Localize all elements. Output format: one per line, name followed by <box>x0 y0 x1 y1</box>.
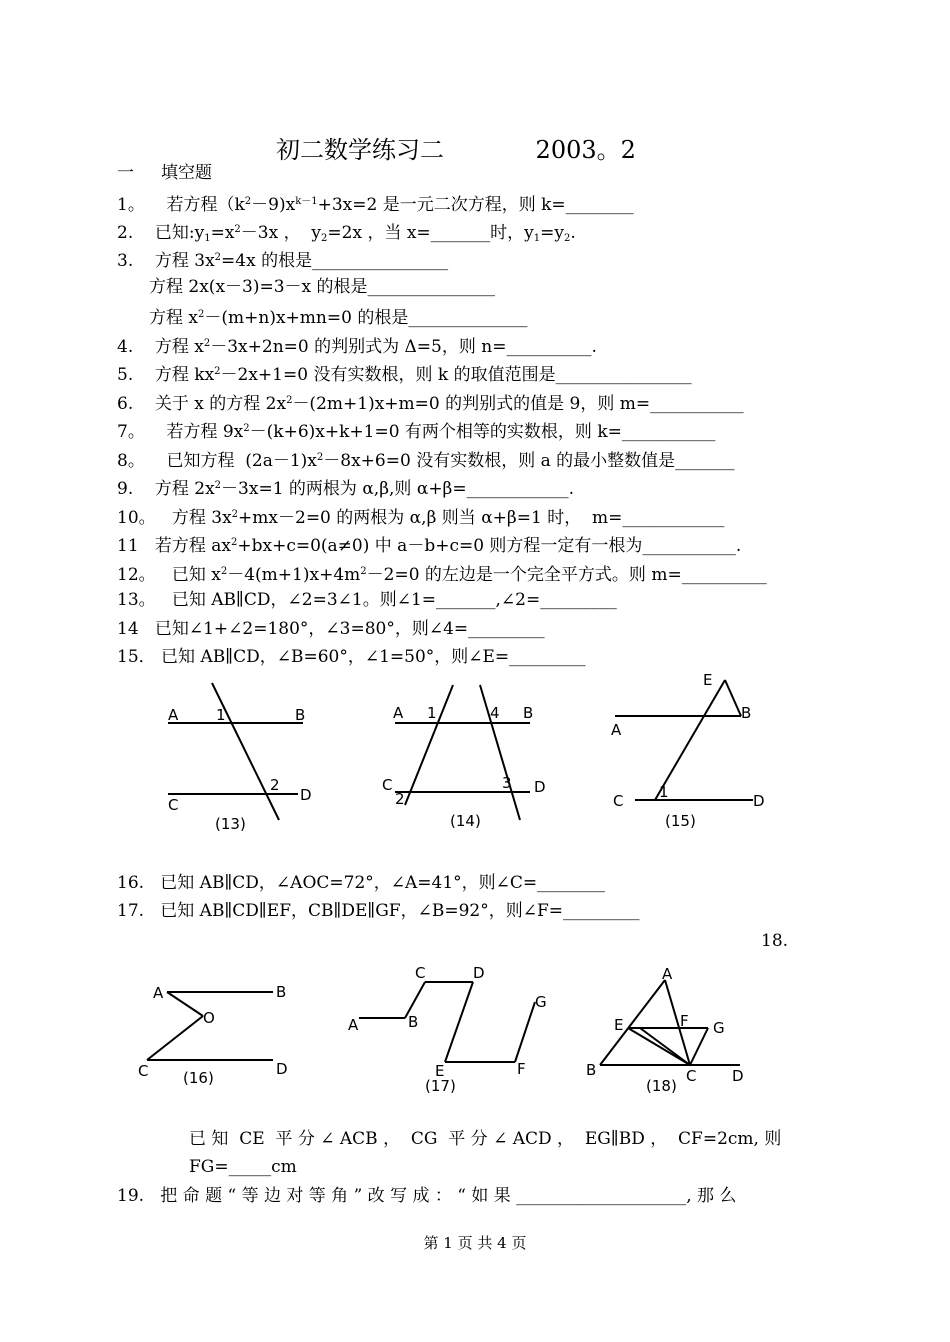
figure-15 <box>605 670 775 835</box>
label-a: A <box>168 706 179 724</box>
title-date: 2003。2 <box>535 136 636 164</box>
problem-8: 8。 已知方程 $(2a-1)x^2-8x+6=0$ 没有实数根，则 a 的最小整数值是_______ <box>117 451 735 471</box>
problem-4: 4. 方程 $x^2-3x+2n=0$ 的判别式为 Δ=5，则 n=__________. <box>117 337 597 357</box>
label-c: C <box>168 796 179 814</box>
label-b: B <box>523 704 534 722</box>
label-2: 2 <box>395 790 405 808</box>
segment-ao <box>167 992 203 1016</box>
label-1: 1 <box>659 783 669 801</box>
problem-17: 17. 已知 AB∥CD∥EF，CB∥DE∥GF，∠B=92°，则∠F=_________ <box>117 901 640 921</box>
label-4: 4 <box>490 704 500 722</box>
figure-16 <box>135 970 295 1095</box>
label-e: E <box>703 671 713 689</box>
transversal <box>655 680 725 800</box>
label-d: D <box>473 964 485 982</box>
problem-10: 10。 方程 $3x^2+mx-2=0$ 的两根为 α,β 则当 α+β=1 时， m=____________ <box>117 508 725 528</box>
label-c: C <box>382 776 393 794</box>
caption-17: (17) <box>425 1077 456 1095</box>
label-f: F <box>680 1012 689 1030</box>
section-heading: 一 填空题 <box>117 163 213 183</box>
label-d: D <box>753 792 765 810</box>
problem-15: 15． 已知 AB∥CD，∠B=60°，∠1=50°，则∠E=_________ <box>117 647 586 667</box>
problem-16: 16. 已知 AB∥CD，∠AOC=72°，∠A=41°，则∠C=________ <box>117 873 606 893</box>
problem-19: 19. 把 命 题 “ 等 边 对 等 角 ” 改 写 成 ： “ 如 果 ____________________, 那 么 <box>117 1186 737 1206</box>
label-e: E <box>614 1016 624 1034</box>
caption-18: (18) <box>646 1077 677 1095</box>
problem-3c: 方程 $x^2-(m+n)x+mn=0$ 的根是______________ <box>149 308 528 328</box>
label-d: D <box>276 1060 288 1078</box>
caption-16: (16) <box>183 1069 214 1087</box>
label-c: C <box>613 792 624 810</box>
segment-eb <box>725 680 741 716</box>
problem-18-line2: FG=_____cm <box>189 1157 297 1177</box>
title-text: 初二数学练习二 <box>276 136 444 164</box>
problem-7: 7。 若方程 $9x^2-(k+6)x+k+1=0$ 有两个相等的实数根，则 k=___________ <box>117 422 716 442</box>
label-b: B <box>276 983 287 1001</box>
problem-5: 5. 方程 $kx^2-2x+1=0$ 没有实数根，则 k 的取值范围是________________ <box>117 365 692 385</box>
label-g: G <box>713 1019 725 1037</box>
problem-3b: 方程 2x(x－3)=3－x 的根是_______________ <box>149 277 496 297</box>
label-1: 1 <box>427 704 437 722</box>
label-a: A <box>662 965 673 983</box>
transversal-left <box>405 685 453 805</box>
figure-18 <box>580 965 760 1100</box>
problem-1: 1。 若方程$(k^2-9)x^{k-1}+3x=2$ 是一元二次方程，则 k=________ <box>117 195 634 215</box>
problem-2: 2. 已知$:y_1=x^2-3x$ ， $y_2=2x$ ，当 x=_______时，$y_1=y_2$. <box>117 223 576 244</box>
label-d: D <box>732 1067 744 1085</box>
segment-fc <box>640 1028 690 1065</box>
label-c: C <box>138 1062 149 1080</box>
label-c: C <box>686 1067 697 1085</box>
label-a: A <box>393 704 404 722</box>
label-o: O <box>203 1009 215 1027</box>
segment-cg <box>690 1028 708 1065</box>
label-3: 3 <box>502 774 512 792</box>
label-d: D <box>534 778 546 796</box>
label-a: A <box>153 984 164 1002</box>
problem-18-line1: 已 知 CE 平 分 ∠ ACB ， CG 平 分 ∠ ACD ， EG∥BD ， CF=2cm, 则 <box>189 1129 782 1149</box>
problem-3: 3. 方程 $3x^2=4x$ 的根是________________ <box>117 251 449 271</box>
caption-15: (15) <box>665 812 696 830</box>
label-b: B <box>295 706 306 724</box>
label-2: 2 <box>270 776 280 794</box>
label-a: A <box>611 721 622 739</box>
figure-17 <box>345 960 555 1095</box>
problem-13: 13。 已知 AB∥CD，∠2=3∠1。则∠1=_______,∠2=_________ <box>117 590 617 610</box>
transversal <box>212 683 279 820</box>
label-a: A <box>348 1016 359 1034</box>
segment-fg <box>515 1002 535 1062</box>
label-f: F <box>517 1060 526 1078</box>
label-e: E <box>435 1062 445 1080</box>
label-c: C <box>415 964 426 982</box>
label-g: G <box>535 993 547 1011</box>
problem-14: 14 已知∠1+∠2=180°，∠3=80°，则∠4=_________ <box>117 619 545 639</box>
segment-de <box>445 982 473 1062</box>
caption-13: (13) <box>215 815 246 833</box>
transversal-right <box>480 685 520 820</box>
caption-14: (14) <box>450 812 481 830</box>
problem-12: 12。 已知 $x^2-4(m+1)x+4m^2-2=0$ 的左边是一个完全平方式。则 m=__________ <box>117 565 767 585</box>
problem-11: 11 若方程 $ax^2+bx+c=0(a\ne 0)$ 中 a－b+c=0 则方程一定有一根为___________. <box>117 536 742 556</box>
label-1: 1 <box>216 706 226 724</box>
segment-oc <box>147 1016 203 1060</box>
figure-14 <box>380 680 550 840</box>
segment-ba <box>600 980 665 1065</box>
figure-13 <box>160 680 320 840</box>
label-b: B <box>741 704 752 722</box>
problem-6: 6. 关于 x 的方程 $2x^2-(2m+1)x+m=0$ 的判别式的值是 9，则 m=___________ <box>117 394 744 414</box>
page-title <box>276 130 636 165</box>
label-b: B <box>586 1061 597 1079</box>
label-d: D <box>300 786 312 804</box>
problem-9: 9. 方程 $2x^2-3x=1$ 的两根为 α,β,则 α+β=____________. <box>117 479 575 499</box>
problem-18-number: 18. <box>761 931 789 951</box>
label-b: B <box>408 1013 419 1031</box>
page-footer: 第 1 页 共 4 页 <box>423 1234 527 1252</box>
